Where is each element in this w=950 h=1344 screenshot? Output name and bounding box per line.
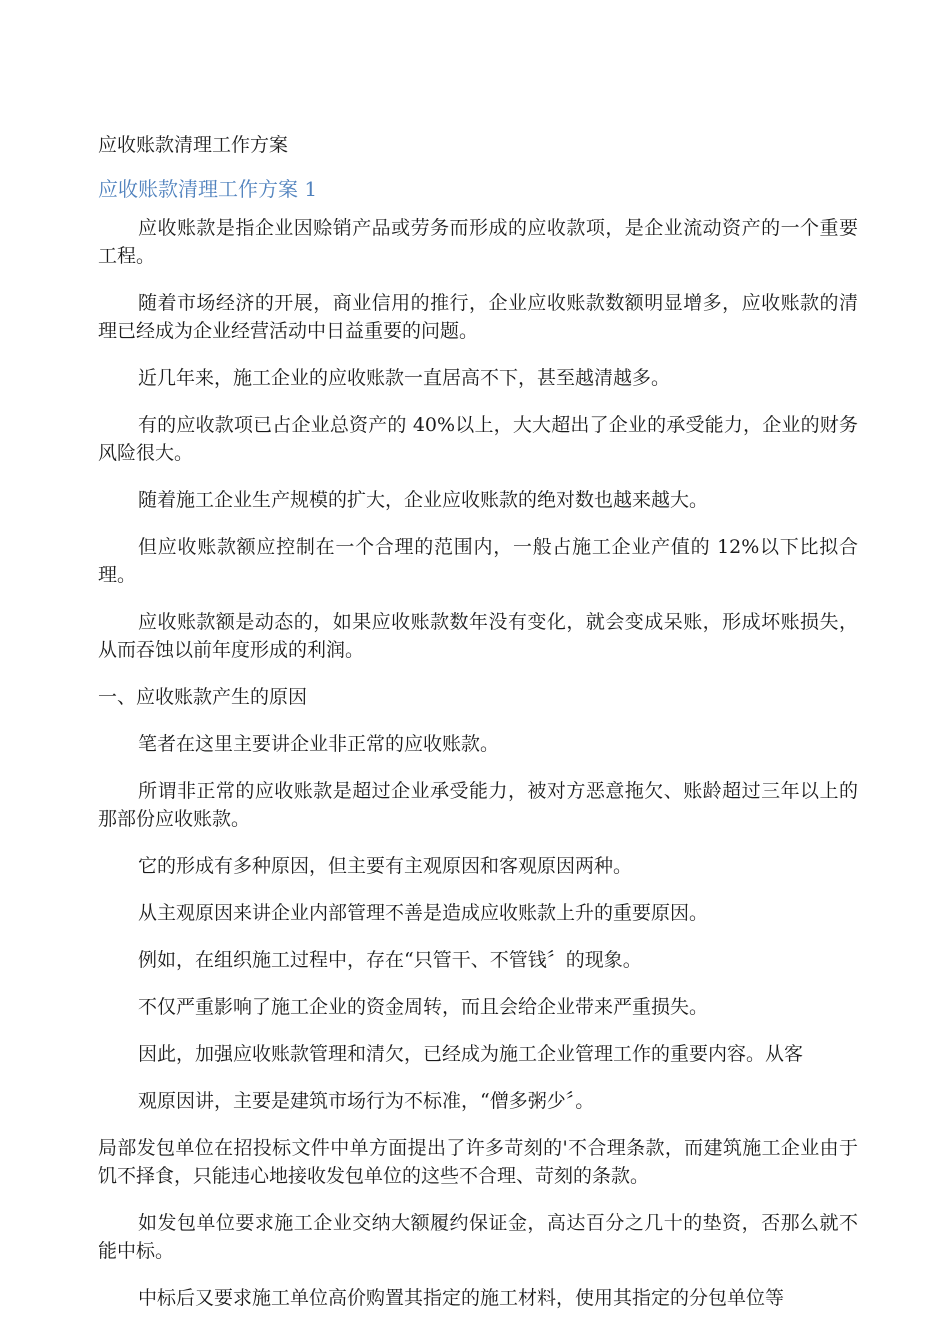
closing-paragraph-1: 如发包单位要求施工企业交纳大额履约保证金，高达百分之几十的垫资，否那么就不能中标。 bbox=[98, 1212, 858, 1262]
paragraph-7: 应收账款额是动态的，如果应收账款数年没有变化，就会变成呆账，形成坏账损失，从而吞蚀以前年度形成的利润。 bbox=[98, 611, 858, 661]
paragraph-1: 应收账款是指企业因赊销产品或劳务而形成的应收款项，是企业流动资产的一个重要工程。 bbox=[98, 217, 858, 267]
cause-paragraph-4: 从主观原因来讲企业内部管理不善是造成应收账款上升的重要原因。 bbox=[138, 902, 709, 924]
paragraph-4: 有的应收款项已占企业总资产的 40%以上，大大超出了企业的承受能力，企业的财务风险很大。 bbox=[98, 414, 858, 464]
cause-paragraph-6: 不仅严重影响了施工企业的资金周转，而且会给企业带来严重损失。 bbox=[138, 996, 709, 1018]
cause-paragraph-8: 观原因讲，主要是建筑市场行为不标准，“僧多粥少〞。 bbox=[138, 1090, 595, 1112]
paragraph-3: 近几年来，施工企业的应收账款一直居高不下，甚至越清越多。 bbox=[138, 367, 671, 389]
section-heading: 应收账款清理工作方案 1 bbox=[98, 177, 318, 201]
cause-paragraph-3: 它的形成有多种原因，但主要有主观原因和客观原因两种。 bbox=[138, 855, 633, 877]
paragraph-6: 但应收账款额应控制在一个合理的范围内，一般占施工企业产值的 12%以下比拟合理。 bbox=[98, 536, 858, 586]
outdent-paragraph: 局部发包单位在招投标文件中单方面提出了许多苛刻的'不合理条款，而建筑施工企业由于饥不择食，只能违心地接收发包单位的这些不合理、苛刻的条款。 bbox=[98, 1137, 858, 1187]
cause-paragraph-7: 因此，加强应收账款管理和清欠，已经成为施工企业管理工作的重要内容。从客 bbox=[138, 1043, 804, 1065]
paragraph-2: 随着市场经济的开展，商业信用的推行，企业应收账款数额明显增多，应收账款的清理已经成为企业经营活动中日益重要的问题。 bbox=[98, 292, 858, 342]
document-title: 应收账款清理工作方案 bbox=[98, 134, 289, 156]
section-title-causes: 一、应收账款产生的原因 bbox=[98, 686, 308, 708]
paragraph-5: 随着施工企业生产规模的扩大，企业应收账款的绝对数也越来越大。 bbox=[138, 489, 709, 511]
closing-paragraph-2: 中标后又要求施工单位高价购置其指定的施工材料，使用其指定的分包单位等 bbox=[138, 1287, 785, 1309]
document-page bbox=[98, 130, 858, 1331]
cause-paragraph-2: 所谓非正常的应收账款是超过企业承受能力，被对方恶意拖欠、账龄超过三年以上的那部份应收账款。 bbox=[98, 780, 858, 830]
cause-paragraph-1: 笔者在这里主要讲企业非正常的应收账款。 bbox=[138, 733, 500, 755]
cause-paragraph-5: 例如，在组织施工过程中，存在“只管干、不管钱〞的现象。 bbox=[138, 949, 642, 971]
